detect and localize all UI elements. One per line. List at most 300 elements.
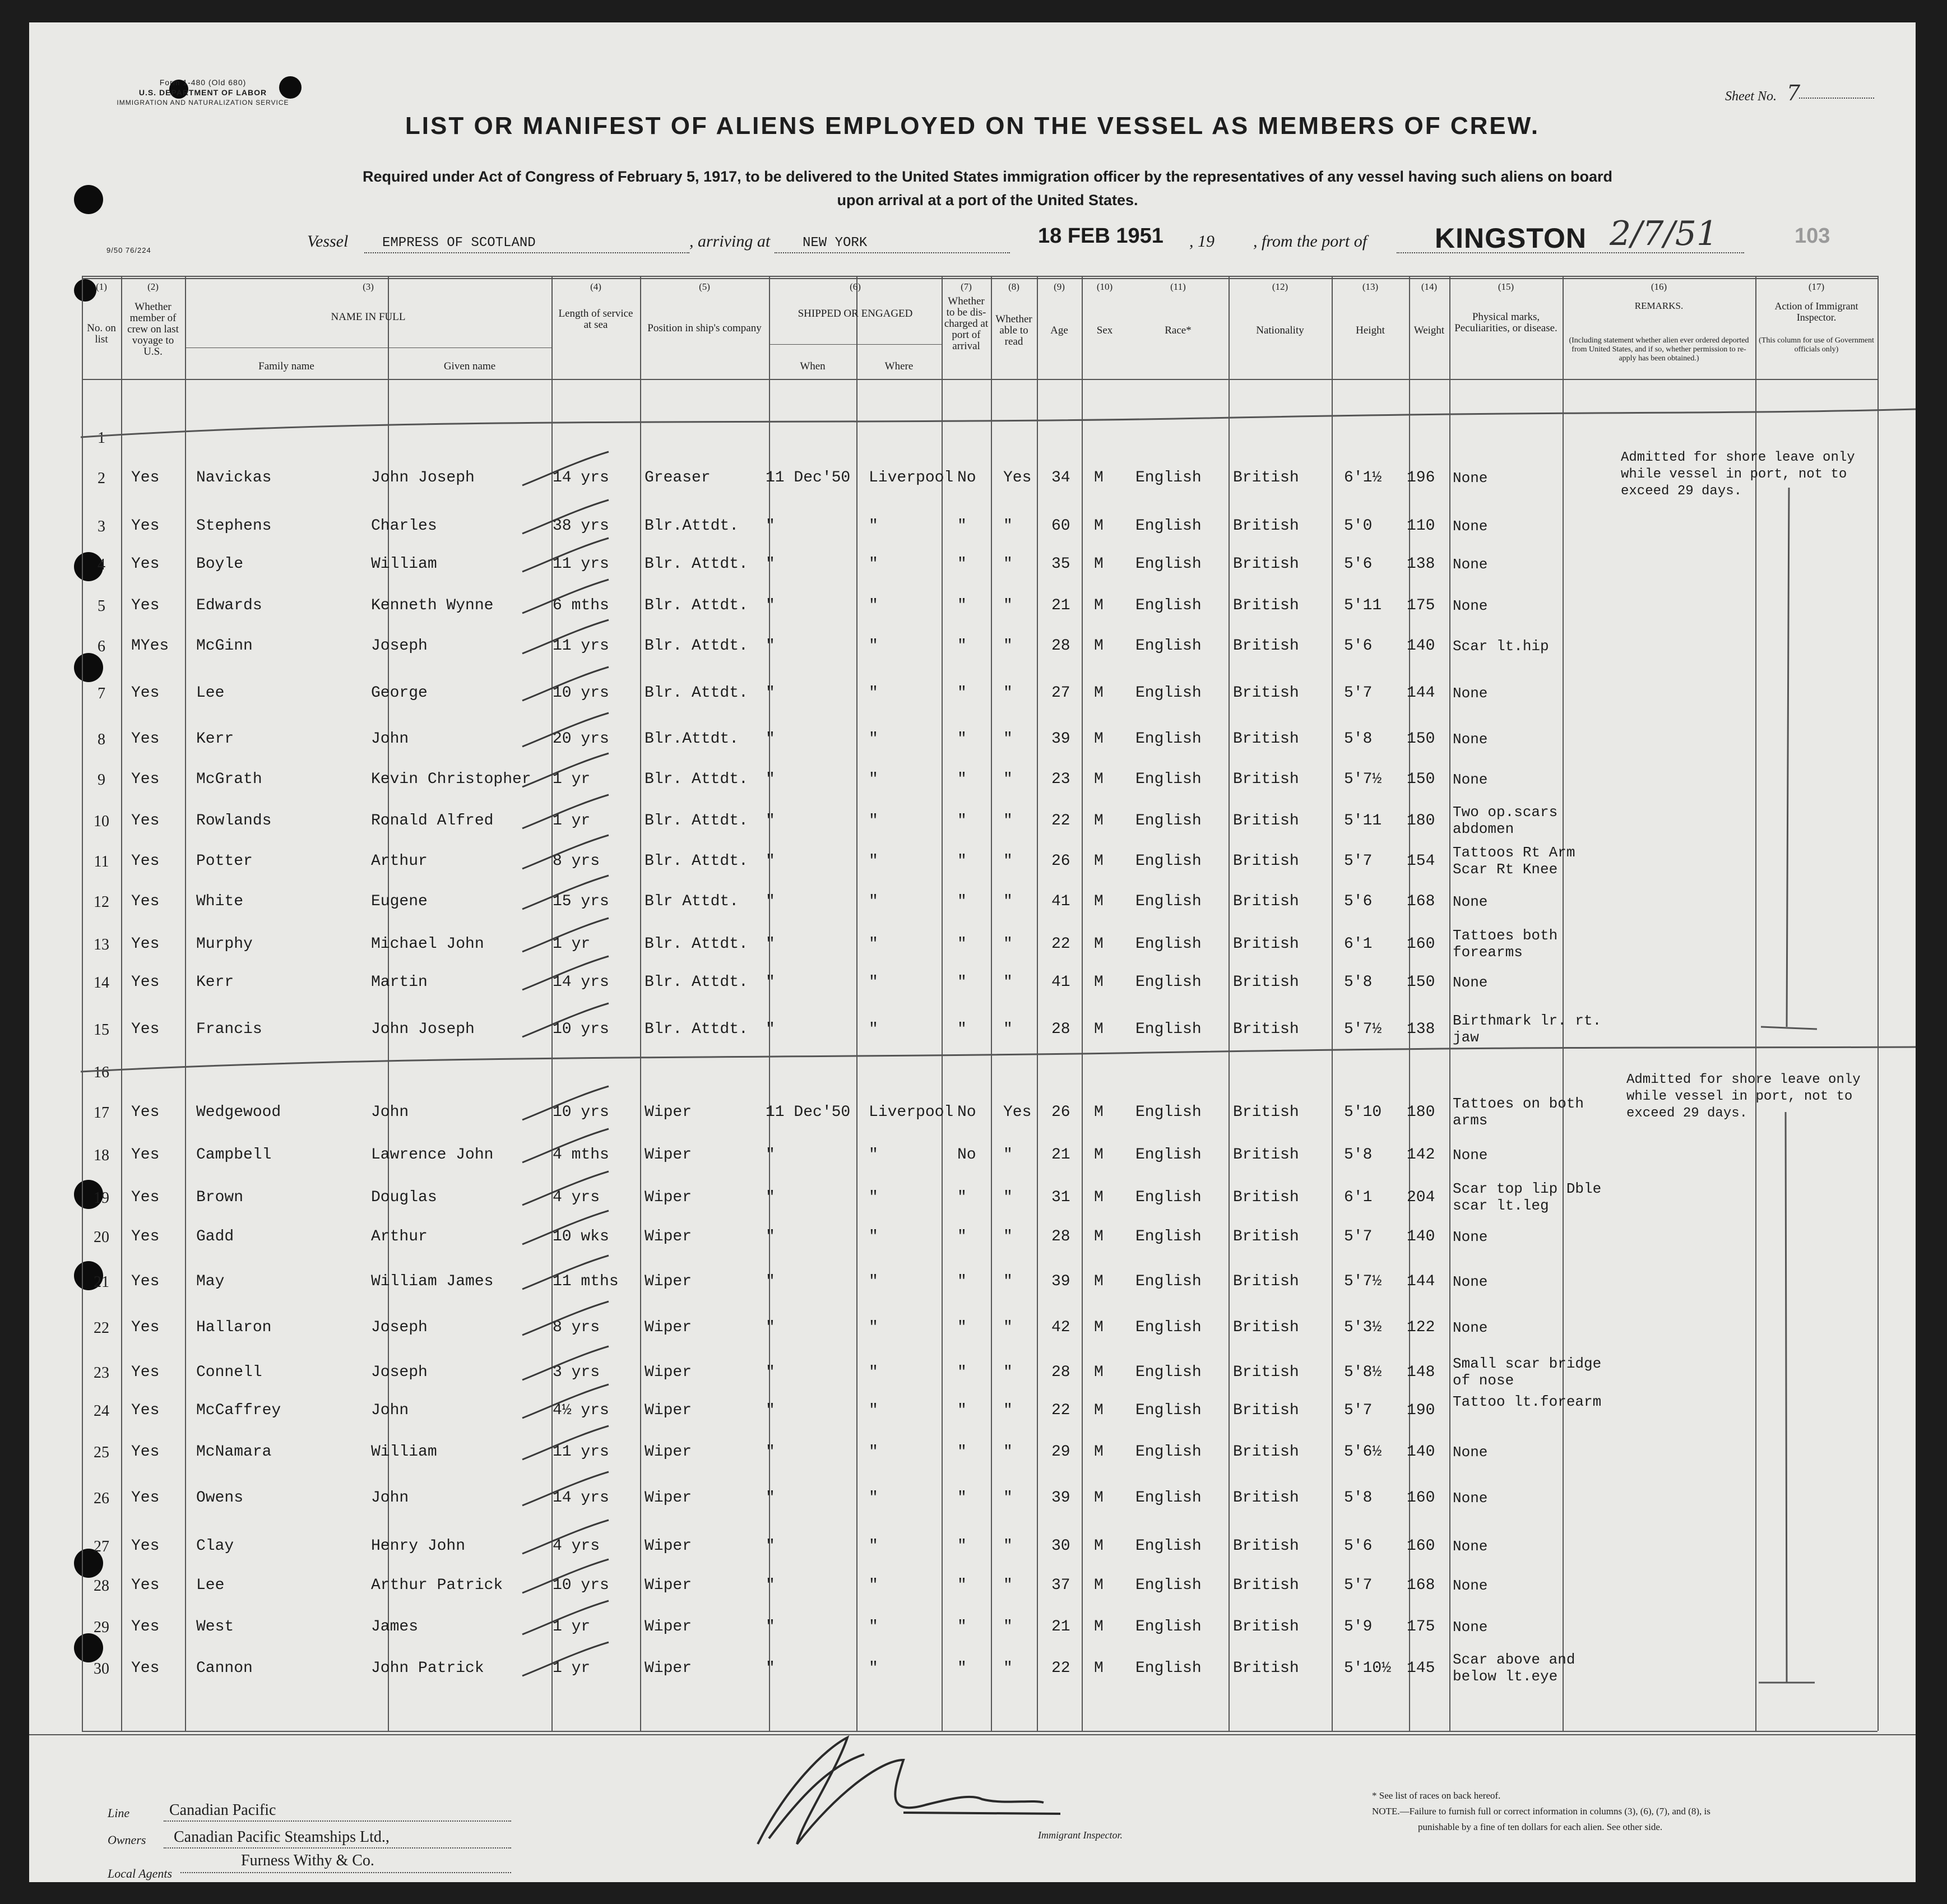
cell-sex: M xyxy=(1094,1402,1104,1419)
cell-discharged: " xyxy=(957,812,967,830)
pencil-tick xyxy=(522,795,609,828)
column-number: (14) xyxy=(1421,281,1438,292)
cell-height: 5'7½ xyxy=(1344,771,1382,788)
cell-family: Brown xyxy=(196,1189,244,1206)
cell-service: 14 yrs xyxy=(553,1489,609,1507)
row-number: 12 xyxy=(94,893,109,911)
cell-read: Yes xyxy=(1003,469,1032,487)
cell-family: White xyxy=(196,893,244,910)
row-number: 1 xyxy=(98,429,105,447)
cell-family: Navickas xyxy=(196,469,272,487)
cell-position: Blr. Attdt. xyxy=(645,597,748,614)
vessel-name: EMPRESS OF SCOTLAND xyxy=(382,235,536,251)
column-header: Weight xyxy=(1413,325,1445,336)
cell-crew: Yes xyxy=(131,935,160,953)
cell-position: Blr. Attdt. xyxy=(645,935,748,953)
cell-discharged: " xyxy=(957,1577,967,1594)
cell-crew: Yes xyxy=(131,1618,160,1636)
cell-family: Lee xyxy=(196,1577,225,1594)
pencil-tick xyxy=(522,620,609,654)
cell-when: " xyxy=(766,597,775,614)
manifest-sheet xyxy=(29,22,1916,1882)
cell-read: " xyxy=(1003,1021,1013,1038)
pencil-tick xyxy=(522,1346,609,1380)
column-subtext: (Including statement whether alien ever ordered deported from United States, and if so, whether permission to re-apply has been obtained.) xyxy=(1569,336,1749,363)
cell-weight: 144 xyxy=(1407,1273,1435,1290)
cell-marks: Small scar bridge of nose xyxy=(1453,1355,1602,1389)
cell-marks: None xyxy=(1453,771,1488,788)
cell-given: Eugene xyxy=(371,893,428,910)
column-number: (6) xyxy=(850,281,861,292)
cell-age: 42 xyxy=(1051,1319,1070,1336)
cell-crew: Yes xyxy=(131,812,160,830)
cell-family: Clay xyxy=(196,1537,234,1555)
cell-height: 5'6 xyxy=(1344,1537,1373,1555)
cell-race: English xyxy=(1135,1319,1202,1336)
cell-family: Hallaron xyxy=(196,1319,272,1336)
cell-weight: 160 xyxy=(1407,1489,1435,1507)
cell-height: 5'6 xyxy=(1344,893,1373,910)
cell-weight: 150 xyxy=(1407,974,1435,991)
cell-weight: 144 xyxy=(1407,684,1435,702)
cell-where: " xyxy=(869,1189,878,1206)
cell-family: Stephens xyxy=(196,517,272,535)
cell-family: Kerr xyxy=(196,730,234,748)
cell-service: 1 yr xyxy=(553,935,591,953)
cell-marks: None xyxy=(1453,1229,1488,1245)
cell-when: " xyxy=(766,893,775,910)
races-footnote: * See list of races on back hereof. xyxy=(1372,1790,1501,1801)
cell-service: 11 yrs xyxy=(553,637,609,655)
cell-marks: Scar top lip Dble scar lt.leg xyxy=(1453,1180,1602,1214)
cell-marks: None xyxy=(1453,893,1488,910)
cell-nationality: British xyxy=(1233,1104,1299,1121)
cell-family: May xyxy=(196,1273,225,1290)
pencil-tick xyxy=(522,1086,609,1120)
pencil-tick xyxy=(522,1211,609,1244)
cell-nationality: British xyxy=(1233,1021,1299,1038)
cell-discharged: " xyxy=(957,1660,967,1677)
cell-age: 41 xyxy=(1051,974,1070,991)
cell-family: Campbell xyxy=(196,1146,272,1164)
cell-given: Arthur xyxy=(371,853,428,870)
cell-age: 35 xyxy=(1051,555,1070,573)
cell-weight: 145 xyxy=(1407,1660,1435,1677)
row-number: 22 xyxy=(94,1319,109,1337)
fine-note-line-1: NOTE.—Failure to furnish full or correct information in columns (3), (6), (7), and (8), is xyxy=(1372,1806,1710,1817)
cell-read: " xyxy=(1003,1443,1013,1461)
cell-family: Lee xyxy=(196,684,225,702)
cell-sex: M xyxy=(1094,469,1104,487)
cell-position: Wiper xyxy=(645,1660,692,1677)
cell-height: 6'1 xyxy=(1344,1189,1373,1206)
row-number: 28 xyxy=(94,1577,109,1595)
column-header: SHIPPED OR ENGAGED xyxy=(798,308,913,319)
column-header: Whether to be dis- charged at port of arrival xyxy=(944,295,989,352)
cell-service: 11 mths xyxy=(553,1273,619,1290)
cell-service: 11 yrs xyxy=(553,555,609,573)
cell-position: Wiper xyxy=(645,1489,692,1507)
cell-family: Gadd xyxy=(196,1228,234,1245)
cell-height: 5'8 xyxy=(1344,1146,1373,1164)
cell-age: 29 xyxy=(1051,1443,1070,1461)
column-header: No. on list xyxy=(87,322,116,345)
cell-discharged: " xyxy=(957,1443,967,1461)
cell-crew: Yes xyxy=(131,1402,160,1419)
line-value: Canadian Pacific xyxy=(169,1801,276,1819)
cell-service: 4 yrs xyxy=(553,1189,600,1206)
cell-sex: M xyxy=(1094,1228,1104,1245)
cell-age: 22 xyxy=(1051,935,1070,953)
cell-sex: M xyxy=(1094,974,1104,991)
cell-nationality: British xyxy=(1233,469,1299,487)
cell-read: " xyxy=(1003,1364,1013,1381)
cell-height: 5'7½ xyxy=(1344,1273,1382,1290)
cell-position: Blr. Attdt. xyxy=(645,853,748,870)
column-number: (16) xyxy=(1651,281,1667,292)
cell-sex: M xyxy=(1094,893,1104,910)
cell-weight: 140 xyxy=(1407,1443,1435,1461)
cell-age: 22 xyxy=(1051,1402,1070,1419)
cell-where: " xyxy=(869,637,878,655)
cell-crew: Yes xyxy=(131,469,160,487)
cell-race: English xyxy=(1135,1364,1202,1381)
cell-where: " xyxy=(869,1228,878,1245)
cell-weight: 175 xyxy=(1407,1618,1435,1636)
pencil-tick xyxy=(522,580,609,613)
cell-race: English xyxy=(1135,597,1202,614)
cell-weight: 140 xyxy=(1407,1228,1435,1245)
cell-given: Lawrence John xyxy=(371,1146,494,1164)
cell-family: West xyxy=(196,1618,234,1636)
cell-when: " xyxy=(766,1660,775,1677)
cell-height: 6'1½ xyxy=(1344,469,1382,487)
column-number: (9) xyxy=(1054,281,1065,292)
cell-family: Kerr xyxy=(196,974,234,991)
cell-where: " xyxy=(869,853,878,870)
cell-sex: M xyxy=(1094,517,1104,535)
cell-weight: 204 xyxy=(1407,1189,1435,1206)
row-number: 24 xyxy=(94,1402,109,1420)
cell-marks: None xyxy=(1453,1577,1488,1594)
cell-discharged: " xyxy=(957,1228,967,1245)
cell-position: Wiper xyxy=(645,1577,692,1594)
cell-service: 15 yrs xyxy=(553,893,609,910)
cell-height: 5'8 xyxy=(1344,974,1373,991)
cell-age: 41 xyxy=(1051,893,1070,910)
inspector-signature xyxy=(758,1738,1060,1844)
row-number: 8 xyxy=(98,731,105,748)
cell-crew: Yes xyxy=(131,1146,160,1164)
pencil-tick xyxy=(522,500,609,534)
row-number: 17 xyxy=(94,1104,109,1122)
cell-age: 28 xyxy=(1051,1228,1070,1245)
cell-service: 4 yrs xyxy=(553,1537,600,1555)
cell-given: William xyxy=(371,1443,437,1461)
pencil-tick xyxy=(522,1003,609,1037)
cell-given: Arthur Patrick xyxy=(371,1577,503,1594)
cell-discharged: " xyxy=(957,1489,967,1507)
owners-label: Owners xyxy=(108,1833,146,1847)
pencil-tick xyxy=(522,753,609,787)
row-number: 25 xyxy=(94,1444,109,1461)
cell-service: 3 yrs xyxy=(553,1364,600,1381)
column-number: (11) xyxy=(1170,281,1186,292)
cell-crew: Yes xyxy=(131,1228,160,1245)
cell-nationality: British xyxy=(1233,1660,1299,1677)
cell-nationality: British xyxy=(1233,597,1299,614)
cell-nationality: British xyxy=(1233,1443,1299,1461)
cell-nationality: British xyxy=(1233,1273,1299,1290)
cell-where: " xyxy=(869,893,878,910)
cell-where: " xyxy=(869,517,878,535)
service-name: IMMIGRATION AND NATURALIZATION SERVICE xyxy=(117,99,289,106)
cell-where: " xyxy=(869,1443,878,1461)
cell-weight: 150 xyxy=(1407,771,1435,788)
remark-shore-leave-1: Admitted for shore leave only while vessel in port, not to exceed 29 days. xyxy=(1621,450,1855,499)
cell-where: " xyxy=(869,1146,878,1164)
cell-age: 22 xyxy=(1051,1660,1070,1677)
column-number: (8) xyxy=(1008,281,1019,292)
cell-position: Wiper xyxy=(645,1402,692,1419)
cell-discharged: " xyxy=(957,1319,967,1336)
cell-when: " xyxy=(766,1228,775,1245)
cell-service: 14 yrs xyxy=(553,469,609,487)
row-number: 21 xyxy=(94,1273,109,1291)
cell-race: English xyxy=(1135,935,1202,953)
cell-marks: None xyxy=(1453,1319,1488,1336)
cell-marks: None xyxy=(1453,731,1488,748)
cell-position: Blr. Attdt. xyxy=(645,771,748,788)
row-number: 27 xyxy=(94,1538,109,1555)
cell-service: 1 yr xyxy=(553,1660,591,1677)
cell-position: Blr. Attdt. xyxy=(645,637,748,655)
cell-service: 10 yrs xyxy=(553,1104,609,1121)
cell-crew: Yes xyxy=(131,684,160,702)
row-number: 5 xyxy=(98,597,105,615)
cell-service: 4 mths xyxy=(553,1146,609,1164)
cell-read: " xyxy=(1003,1228,1013,1245)
cell-when: " xyxy=(766,1443,775,1461)
cell-height: 5'11 xyxy=(1344,812,1382,830)
cell-discharged: " xyxy=(957,597,967,614)
cell-when: " xyxy=(766,1273,775,1290)
subtitle-line-2: upon arrival at a port of the United States. xyxy=(837,192,1138,209)
cell-nationality: British xyxy=(1233,1402,1299,1419)
cell-weight: 138 xyxy=(1407,1021,1435,1038)
cell-given: Ronald Alfred xyxy=(371,812,494,830)
cell-service: 1 yr xyxy=(553,771,591,788)
column-header: REMARKS. xyxy=(1634,300,1684,311)
cell-position: Blr. Attdt. xyxy=(645,812,748,830)
pencil-tick xyxy=(522,1559,609,1593)
cell-position: Blr. Attdt. xyxy=(645,555,748,573)
row-number: 23 xyxy=(94,1364,109,1382)
cell-marks: None xyxy=(1453,685,1488,702)
cell-crew: Yes xyxy=(131,1189,160,1206)
cell-height: 5'6 xyxy=(1344,555,1373,573)
cell-weight: 148 xyxy=(1407,1364,1435,1381)
cell-height: 5'8 xyxy=(1344,730,1373,748)
cell-height: 5'6 xyxy=(1344,637,1373,655)
cell-crew: Yes xyxy=(131,1660,160,1677)
cell-family: Wedgewood xyxy=(196,1104,281,1121)
cell-crew: Yes xyxy=(131,517,160,535)
cell-height: 5'9 xyxy=(1344,1618,1373,1636)
row-number: 29 xyxy=(94,1619,109,1636)
arriving-port: NEW YORK xyxy=(803,235,868,251)
cell-read: " xyxy=(1003,893,1013,910)
cell-position: Wiper xyxy=(645,1319,692,1336)
cell-read: " xyxy=(1003,812,1013,830)
form-number: Form 1-480 (Old 680) xyxy=(159,78,247,87)
cell-height: 5'0 xyxy=(1344,517,1373,535)
cell-weight: 175 xyxy=(1407,597,1435,614)
cell-age: 21 xyxy=(1051,1146,1070,1164)
cell-given: Kenneth Wynne xyxy=(371,597,494,614)
cell-weight: 154 xyxy=(1407,853,1435,870)
column-subheader: When xyxy=(800,360,826,372)
cell-position: Blr. Attdt. xyxy=(645,684,748,702)
cell-race: English xyxy=(1135,1189,1202,1206)
cell-height: 5'11 xyxy=(1344,597,1382,614)
cell-nationality: British xyxy=(1233,1577,1299,1594)
cell-where: Liverpool xyxy=(869,469,954,487)
cell-nationality: British xyxy=(1233,1319,1299,1336)
cell-position: Wiper xyxy=(645,1443,692,1461)
cell-crew: Yes xyxy=(131,597,160,614)
cell-discharged: " xyxy=(957,1021,967,1038)
pencil-tick xyxy=(522,1601,609,1634)
cell-height: 5'10½ xyxy=(1344,1660,1392,1677)
arriving-label: , arriving at xyxy=(689,232,771,251)
cell-nationality: British xyxy=(1233,1364,1299,1381)
cell-when: " xyxy=(766,555,775,573)
cell-age: 27 xyxy=(1051,684,1070,702)
cell-marks: Birthmark lr. rt. jaw xyxy=(1453,1012,1602,1046)
cell-sex: M xyxy=(1094,1577,1104,1594)
cell-marks: Tattoo lt.forearm xyxy=(1453,1393,1602,1410)
cell-read: " xyxy=(1003,1537,1013,1555)
cell-discharged: " xyxy=(957,974,967,991)
cell-service: 1 yr xyxy=(553,812,591,830)
page-number-stamp: 103 xyxy=(1795,224,1830,248)
cell-sex: M xyxy=(1094,771,1104,788)
column-number: (10) xyxy=(1096,281,1113,292)
cell-where: " xyxy=(869,935,878,953)
cell-crew: Yes xyxy=(131,771,160,788)
row-number: 14 xyxy=(94,974,109,992)
cell-position: Wiper xyxy=(645,1364,692,1381)
column-header: Action of Immigrant Inspector. xyxy=(1774,300,1858,323)
cell-read: " xyxy=(1003,1660,1013,1677)
cell-marks: Two op.scars abdomen xyxy=(1453,804,1558,837)
cell-sex: M xyxy=(1094,637,1104,655)
cell-sex: M xyxy=(1094,1319,1104,1336)
cell-discharged: " xyxy=(957,1618,967,1636)
cell-read: " xyxy=(1003,730,1013,748)
cell-service: 8 yrs xyxy=(553,853,600,870)
side-code: 9/50 76/224 xyxy=(106,246,151,254)
cell-position: Wiper xyxy=(645,1618,692,1636)
cell-age: 23 xyxy=(1051,771,1070,788)
cell-crew: Yes xyxy=(131,555,160,573)
row-number: 10 xyxy=(94,813,109,830)
cell-read: " xyxy=(1003,771,1013,788)
cell-crew: MYes xyxy=(131,637,169,655)
cell-read: " xyxy=(1003,1146,1013,1164)
cell-where: " xyxy=(869,1364,878,1381)
cell-race: English xyxy=(1135,1104,1202,1121)
cell-discharged: " xyxy=(957,853,967,870)
cell-age: 28 xyxy=(1051,637,1070,655)
cell-where: " xyxy=(869,1319,878,1336)
cell-family: Rowlands xyxy=(196,812,272,830)
cell-discharged: " xyxy=(957,1189,967,1206)
cell-position: Wiper xyxy=(645,1273,692,1290)
cell-discharged: No xyxy=(957,469,976,487)
cell-when: " xyxy=(766,730,775,748)
agents-value: Furness Withy & Co. xyxy=(241,1852,374,1869)
fine-note-line-2: punishable by a fine of ten dollars for each alien. See other side. xyxy=(1418,1822,1663,1832)
cell-where: " xyxy=(869,1618,878,1636)
column-header: Race* xyxy=(1165,325,1192,336)
cell-read: Yes xyxy=(1003,1104,1032,1121)
cell-where: " xyxy=(869,974,878,991)
cell-given: William James xyxy=(371,1273,494,1290)
column-header: Height xyxy=(1356,325,1385,336)
arrival-date-stamp: 18 FEB 1951 xyxy=(1038,224,1163,248)
cell-crew: Yes xyxy=(131,1319,160,1336)
cell-sex: M xyxy=(1094,1489,1104,1507)
cell-when: " xyxy=(766,1618,775,1636)
cell-family: McCaffrey xyxy=(196,1402,281,1419)
pencil-tick xyxy=(522,1301,609,1335)
column-header: Physical marks, Peculiarities, or disease. xyxy=(1454,311,1557,334)
cell-read: " xyxy=(1003,974,1013,991)
cell-crew: Yes xyxy=(131,893,160,910)
pencil-tick xyxy=(522,918,609,952)
cell-when: " xyxy=(766,637,775,655)
cell-sex: M xyxy=(1094,1104,1104,1121)
cell-discharged: " xyxy=(957,684,967,702)
cell-race: English xyxy=(1135,469,1202,487)
cell-where: " xyxy=(869,684,878,702)
cell-sex: M xyxy=(1094,1537,1104,1555)
cell-when: " xyxy=(766,1489,775,1507)
cell-when: " xyxy=(766,684,775,702)
cell-sex: M xyxy=(1094,1660,1104,1677)
cell-read: " xyxy=(1003,555,1013,573)
row-number: 20 xyxy=(94,1229,109,1246)
cell-given: Joseph xyxy=(371,1364,428,1381)
cell-marks: None xyxy=(1453,470,1488,487)
cell-race: English xyxy=(1135,1021,1202,1038)
cell-height: 5'8 xyxy=(1344,1489,1373,1507)
cell-read: " xyxy=(1003,1402,1013,1419)
vessel-label: Vessel xyxy=(307,232,349,251)
pencil-tick xyxy=(522,713,609,747)
cell-nationality: British xyxy=(1233,812,1299,830)
cell-sex: M xyxy=(1094,730,1104,748)
line-label: Line xyxy=(108,1806,130,1820)
cell-nationality: British xyxy=(1233,853,1299,870)
cell-given: Charles xyxy=(371,517,437,535)
cell-given: Kevin Christopher xyxy=(371,771,531,788)
cell-sex: M xyxy=(1094,1189,1104,1206)
cell-service: 38 yrs xyxy=(553,517,609,535)
year-label: , 19 xyxy=(1189,232,1214,251)
